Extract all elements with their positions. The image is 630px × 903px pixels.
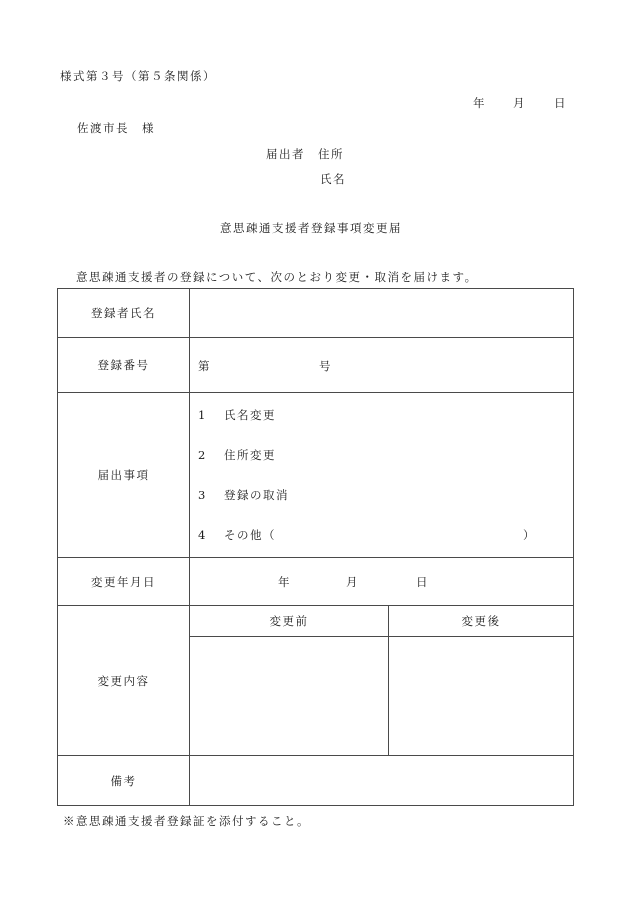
remarks-label: 備考 <box>58 756 190 806</box>
item-number: 1 <box>198 408 207 422</box>
after-label: 変更後 <box>389 606 574 637</box>
change-date-row <box>58 558 574 606</box>
registrant-name-field[interactable] <box>190 289 574 338</box>
date-year-label: 年 <box>473 96 486 110</box>
item-number: 4 <box>198 528 207 542</box>
item-text: 住所変更 <box>224 448 276 462</box>
after-field[interactable] <box>389 637 574 756</box>
registration-number-field[interactable] <box>190 338 574 393</box>
item-number: 3 <box>198 488 207 502</box>
date-day-label: 日 <box>554 96 567 110</box>
main-title: 意思疎通支援者登録事項変更届 <box>220 221 402 235</box>
item-number: 2 <box>198 448 207 462</box>
intro-text: 意思疎通支援者の登録について、次のとおり変更・取消を届けます。 <box>76 270 478 284</box>
change-date-label: 変更年月日 <box>58 558 190 606</box>
notifier-name-label: 氏名 <box>320 172 346 186</box>
change-content-header-row <box>58 606 574 637</box>
item-text: 登録の取消 <box>224 488 289 502</box>
number-suffix: 号 <box>319 359 332 373</box>
notifier-address-label: 届出者 住所 <box>266 147 344 161</box>
item-address-change[interactable] <box>198 435 573 475</box>
item-registration-cancel[interactable] <box>198 475 573 515</box>
notification-form-table <box>57 288 574 806</box>
remarks-row <box>58 756 574 806</box>
footnote: ※意思疎通支援者登録証を添付すること。 <box>63 814 310 828</box>
notification-items-list <box>190 395 573 555</box>
form-number: 様式第３号（第５条関係） <box>60 69 216 83</box>
change-date-field[interactable] <box>190 558 574 606</box>
item-name-change[interactable] <box>198 395 573 435</box>
change-content-label: 変更内容 <box>58 606 190 756</box>
number-prefix: 第 <box>198 359 211 373</box>
notification-items-label: 届出事項 <box>58 393 190 558</box>
item-text: 氏名変更 <box>224 408 276 422</box>
registrant-name-row <box>58 289 574 338</box>
date-month-label: 月 <box>513 96 526 110</box>
addressee: 佐渡市長 様 <box>77 121 155 135</box>
registrant-name-label: 登録者氏名 <box>58 289 190 338</box>
before-field[interactable] <box>190 637 389 756</box>
change-date-month: 月 <box>346 575 359 589</box>
item-text: その他（ <box>224 528 276 542</box>
before-label: 変更前 <box>190 606 389 637</box>
change-date-year: 年 <box>278 575 291 589</box>
item-other[interactable] <box>198 515 573 555</box>
other-close-paren: ） <box>523 528 536 542</box>
registration-number-label: 登録番号 <box>58 338 190 393</box>
remarks-field[interactable] <box>190 756 574 806</box>
registration-number-row <box>58 338 574 393</box>
notification-items-field <box>190 393 574 558</box>
change-date-day: 日 <box>416 575 429 589</box>
notification-items-row <box>58 393 574 558</box>
